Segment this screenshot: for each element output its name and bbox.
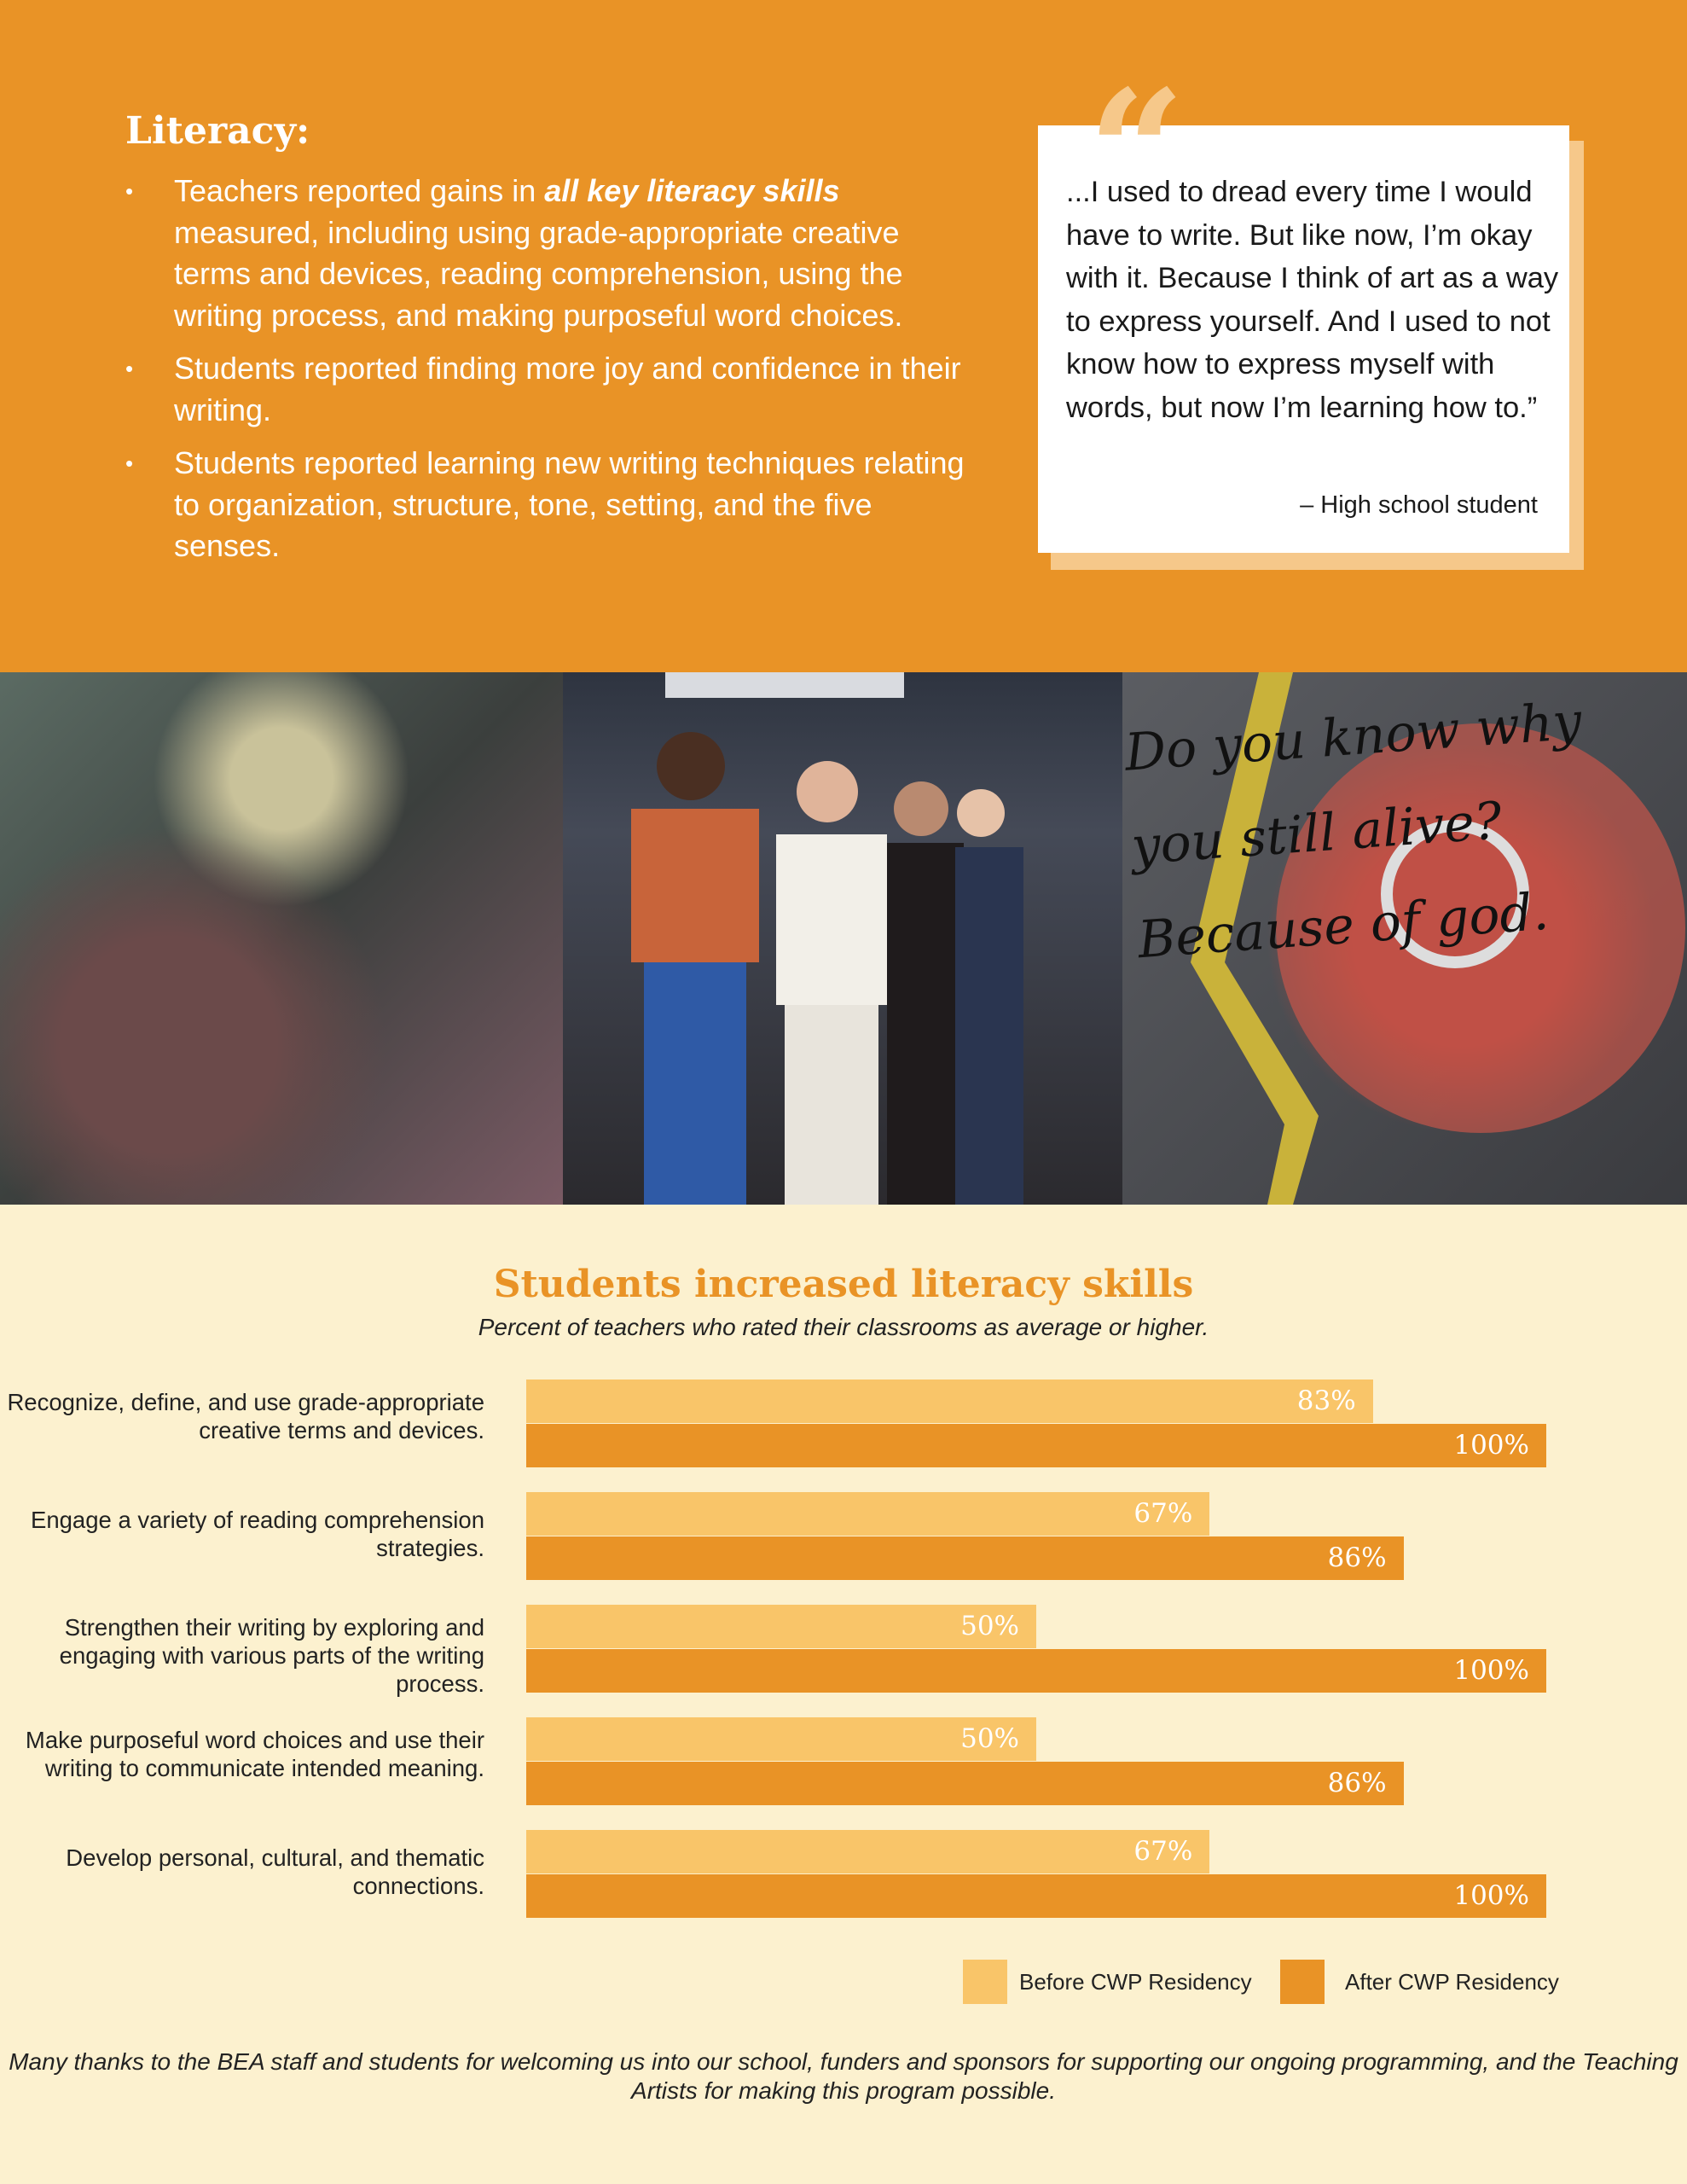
bullet-text: Students reported finding more joy and confidence in their writing.	[174, 351, 961, 427]
bullet-emphasis: all key literacy skills	[544, 173, 840, 208]
photo-collage-face	[1122, 672, 1687, 1205]
before-bar: 67%	[526, 1830, 1209, 1873]
legend-label-before: Before CWP Residency	[1019, 1969, 1252, 1995]
after-bar: 86%	[526, 1536, 1404, 1580]
before-bar: 50%	[526, 1605, 1036, 1648]
legend-swatch-after	[1280, 1960, 1325, 2004]
quote-text: ...I used to dread every time I would have to write. But like now, I’m okay with it. Because I think of art as a way to express yourself. And I used to not know how to express myself with words, but now I’m learning how to.”	[1066, 176, 1559, 424]
after-bar: 100%	[526, 1649, 1546, 1693]
category-label: Develop personal, cultural, and thematic connections.	[66, 1844, 484, 1899]
bullet-text: measured, including using grade-appropriate creative terms and devices, reading comprehension, using the writing process, and making purposeful word choices.	[174, 214, 903, 333]
legend-swatch-before	[963, 1960, 1007, 2004]
photo-collage-art	[0, 672, 563, 1205]
chart-subtitle: Percent of teachers who rated their classrooms as average or higher.	[478, 1314, 1209, 1340]
bullet-item	[125, 443, 978, 567]
people-illustration	[563, 672, 1122, 1205]
before-bar: 67%	[526, 1492, 1209, 1536]
literacy-title: Literacy:	[125, 109, 310, 153]
category-label: Make purposeful word choices and use their writing to communicate intended meaning.	[25, 1727, 484, 1781]
category-label: Recognize, define, and use grade-appropriate creative terms and devices.	[7, 1389, 484, 1443]
handwritten-text: Do you know why you still alive? Because of god.	[1122, 691, 1584, 971]
after-bar: 100%	[526, 1424, 1546, 1467]
literacy-bullets	[125, 171, 978, 579]
footer-thanks: Many thanks to the BEA staff and students for welcoming us into our school, funders and sponsors for supporting our ongoing programming, and the Teaching Artists for making this program possible.	[9, 2048, 1678, 2104]
quote-mark-icon: “	[1087, 53, 1186, 253]
photo-event-audience	[563, 672, 1122, 1205]
chart-title: Students increased literacy skills	[493, 1263, 1194, 1306]
bullet-text: Students reported learning new writing techniques relating to organization, structure, tone, setting, and the five senses.	[174, 445, 965, 563]
before-bar: 83%	[526, 1380, 1373, 1423]
bullet-item	[125, 348, 978, 431]
quote-attribution: – High school student	[1300, 491, 1538, 519]
after-bar: 100%	[526, 1874, 1546, 1918]
category-label: Engage a variety of reading comprehension strategies.	[30, 1507, 484, 1561]
before-bar: 50%	[526, 1717, 1036, 1761]
after-bar: 86%	[526, 1762, 1404, 1805]
bullet-item	[125, 171, 978, 336]
category-label: Strengthen their writing by exploring and engaging with various parts of the writing process.	[59, 1614, 484, 1697]
legend-label-after: After CWP Residency	[1345, 1969, 1559, 1995]
bullet-text: Teachers reported gains in	[174, 173, 545, 208]
